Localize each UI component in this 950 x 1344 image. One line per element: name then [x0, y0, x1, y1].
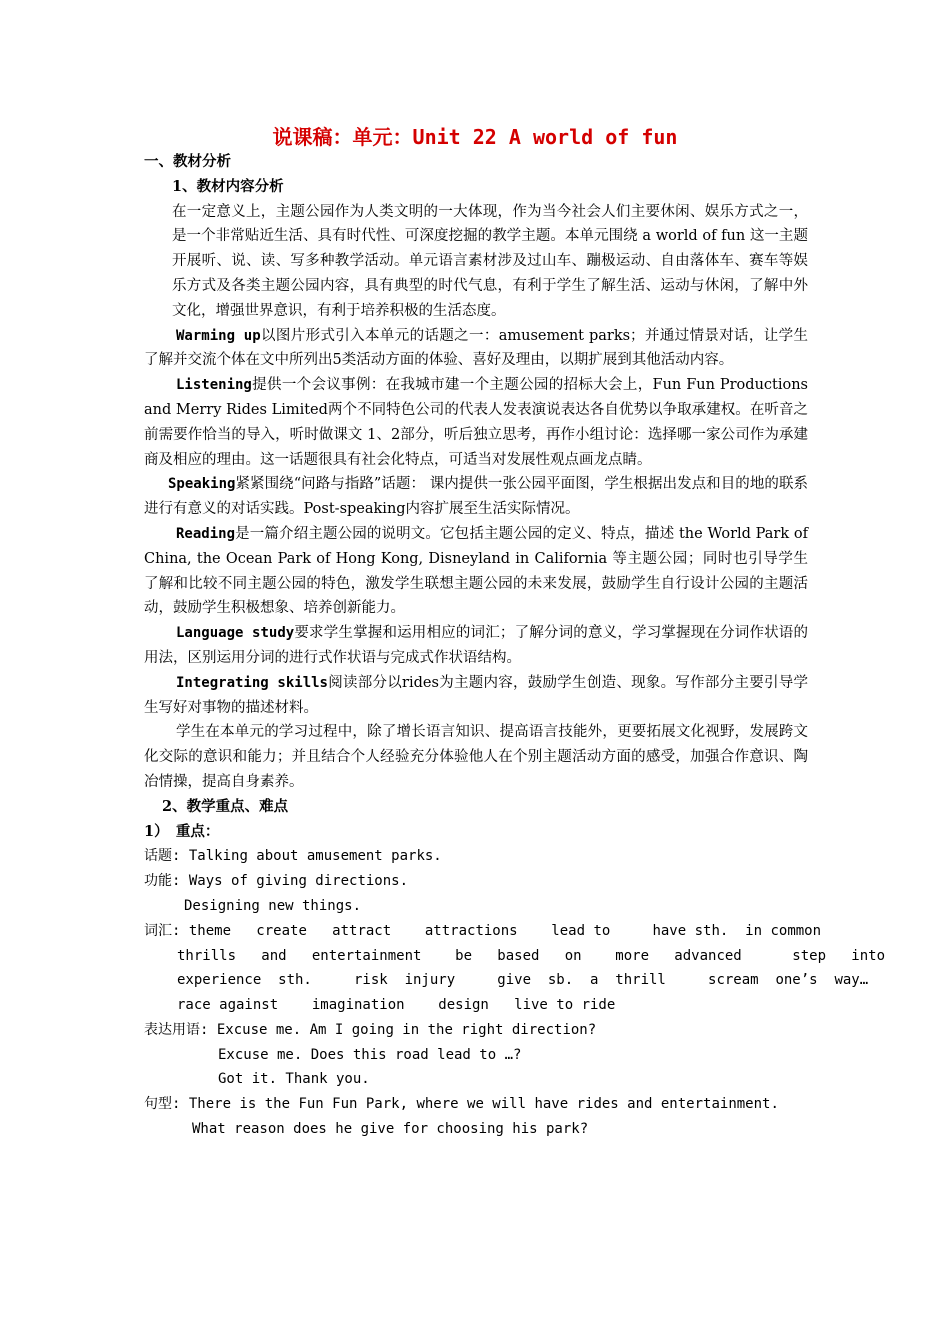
sentence-patterns-line: [144, 1092, 808, 1117]
expressions-line-2: Excuse me. Does this road lead to …?: [218, 1046, 522, 1063]
vocabulary-label: 词汇:: [144, 922, 181, 939]
topic-text: Talking about amusement parks.: [188, 848, 442, 865]
sentence-patterns-line-1: There is the Fun Fun Park, where we will have rides and entertainment.: [188, 1096, 779, 1113]
key-points-heading: 1） 重点：: [144, 822, 220, 840]
paragraph-intro: [144, 200, 808, 324]
function-text: Ways of giving directions.: [188, 873, 409, 890]
function-label: 功能:: [144, 873, 181, 890]
paragraph-reading: [144, 522, 808, 621]
vocabulary-line-1: theme create attract attractions lead to have sth. in common: [188, 922, 822, 939]
paragraph-warming-up: [144, 324, 808, 374]
listening-label: Listening: [176, 377, 252, 394]
document-body: [144, 150, 886, 1142]
vocabulary-line-3: experience sth. risk injury give sb. a thrill scream one’s way…: [177, 972, 869, 989]
paragraph-conclusion-text: 学生在本单元的学习过程中，除了增长语言知识、提高语言技能外，更要拓展文化视野，发展跨文化交际的意识和能力；并且结合个人经验充分体验他人在个别主题活动方面的感受，加强合作意识、陶冶情操，提高自身素养。: [144, 724, 808, 790]
vocabulary-line: [144, 919, 822, 944]
paragraph-listening: [144, 373, 808, 472]
vocabulary-line-2: thrills and entertainment be based on more advanced step into: [177, 947, 886, 964]
listening-text: 提供一个会议事例：在我城市建一个主题公园的招标大会上，Fun Fun Productions and Merry Rides Limited两个不同特色公司的代表人发表演说表达各自优势以争取承建权。在听音之前需要作恰当的导入，听时做课文 1、2部分，听后独立思考，再作小组讨论：选择哪一家公司作为承建商及相应的理由。这一话题很具有社会化特点，可适当对发展性观点画龙点睛。: [144, 377, 808, 468]
speaking-text: 紧紧围绕“问路与指路”话题： 课内提供一张公园平面图，学生根据出发点和目的地的联系进行有意义的对话实践。Post-speaking内容扩展至生活实际情况。: [144, 476, 808, 518]
sentence-patterns-line-2: What reason does he give for choosing his park?: [192, 1121, 589, 1138]
integrating-skills-text: 阅读部分以rides为主题内容，鼓励学生创造、现象。写作部分主要引导学生写好对事物的描述材料。: [144, 674, 808, 716]
vocabulary-line-4: race against imagination design live to ride: [177, 997, 616, 1014]
expressions-label: 表达用语:: [144, 1021, 209, 1038]
paragraph-intro-text: 在一定意义上，主题公园作为人类文明的一大体现，作为当今社会人们主要休闲、娱乐方式之一，是一个非常贴近生活、具有时代性、可深度挖掘的教学主题。本单元围绕 a world of fun 这一主题开展听、说、读、写多种教学活动。单元语言素材涉及过山车、蹦极运动、自由落体车、赛车等娱乐方式及各类主题公园内容，具有典型的时代气息，有利于学生了解生活、运动与休闲，了解中外文化，增强世界意识，有利于培养积极的生活态度。: [172, 203, 808, 319]
warming-up-label: Warming up: [176, 327, 261, 344]
language-study-label: Language study: [176, 625, 295, 642]
speaking-label: Speaking: [168, 476, 236, 493]
reading-text: 是一篇介绍主题公园的说明文。它包括主题公园的定义、特点，描述 the World Park of China, the Ocean Park of Hong Kong, Disneyland in California 等主题公园；同时也引导学生了解和比较不同主题公园的特色，激发学生联想主题公园的未来发展，鼓励学生自行设计公园的主题活动，鼓励学生积极想象、培养创新能力。: [144, 525, 808, 617]
paragraph-conclusion: [144, 720, 808, 794]
page-title: 说课稿：单元：Unit 22 A world of fun: [272, 125, 678, 149]
integrating-skills-label: Integrating skills: [176, 674, 328, 691]
expressions-line: [144, 1018, 808, 1043]
paragraph-integrating-skills: [144, 671, 808, 721]
topic-label: 话题:: [144, 848, 181, 865]
expressions-line-3: Got it. Thank you.: [218, 1071, 370, 1088]
reading-label: Reading: [176, 525, 236, 542]
warming-up-text: 以图片形式引入本单元的话题之一：amusement parks；并通过情景对话，让学生了解并交流个体在文中所列出5类活动方面的体验、喜好及理由，以期扩展到其他活动内容。: [144, 327, 808, 369]
subsection-heading-1: 1、教材内容分析: [172, 177, 284, 195]
section-heading-1: 一、教材分析: [144, 153, 231, 170]
function-line: [144, 869, 808, 894]
paragraph-language-study: [144, 621, 808, 671]
function-line-2: Designing new things.: [184, 897, 362, 914]
language-study-text: 要求学生掌握和运用相应的词汇；了解分词的意义，学习掌握现在分词作状语的用法，区别运用分词的进行式作状语与完成式作状语结构。: [144, 625, 808, 666]
topic-line: [144, 844, 808, 869]
paragraph-speaking: [144, 472, 808, 522]
expressions-line-1: Excuse me. Am I going in the right direction?: [216, 1021, 597, 1038]
subsection-heading-2: 2、教学重点、难点: [162, 797, 289, 815]
sentence-patterns-label: 句型:: [144, 1096, 181, 1113]
